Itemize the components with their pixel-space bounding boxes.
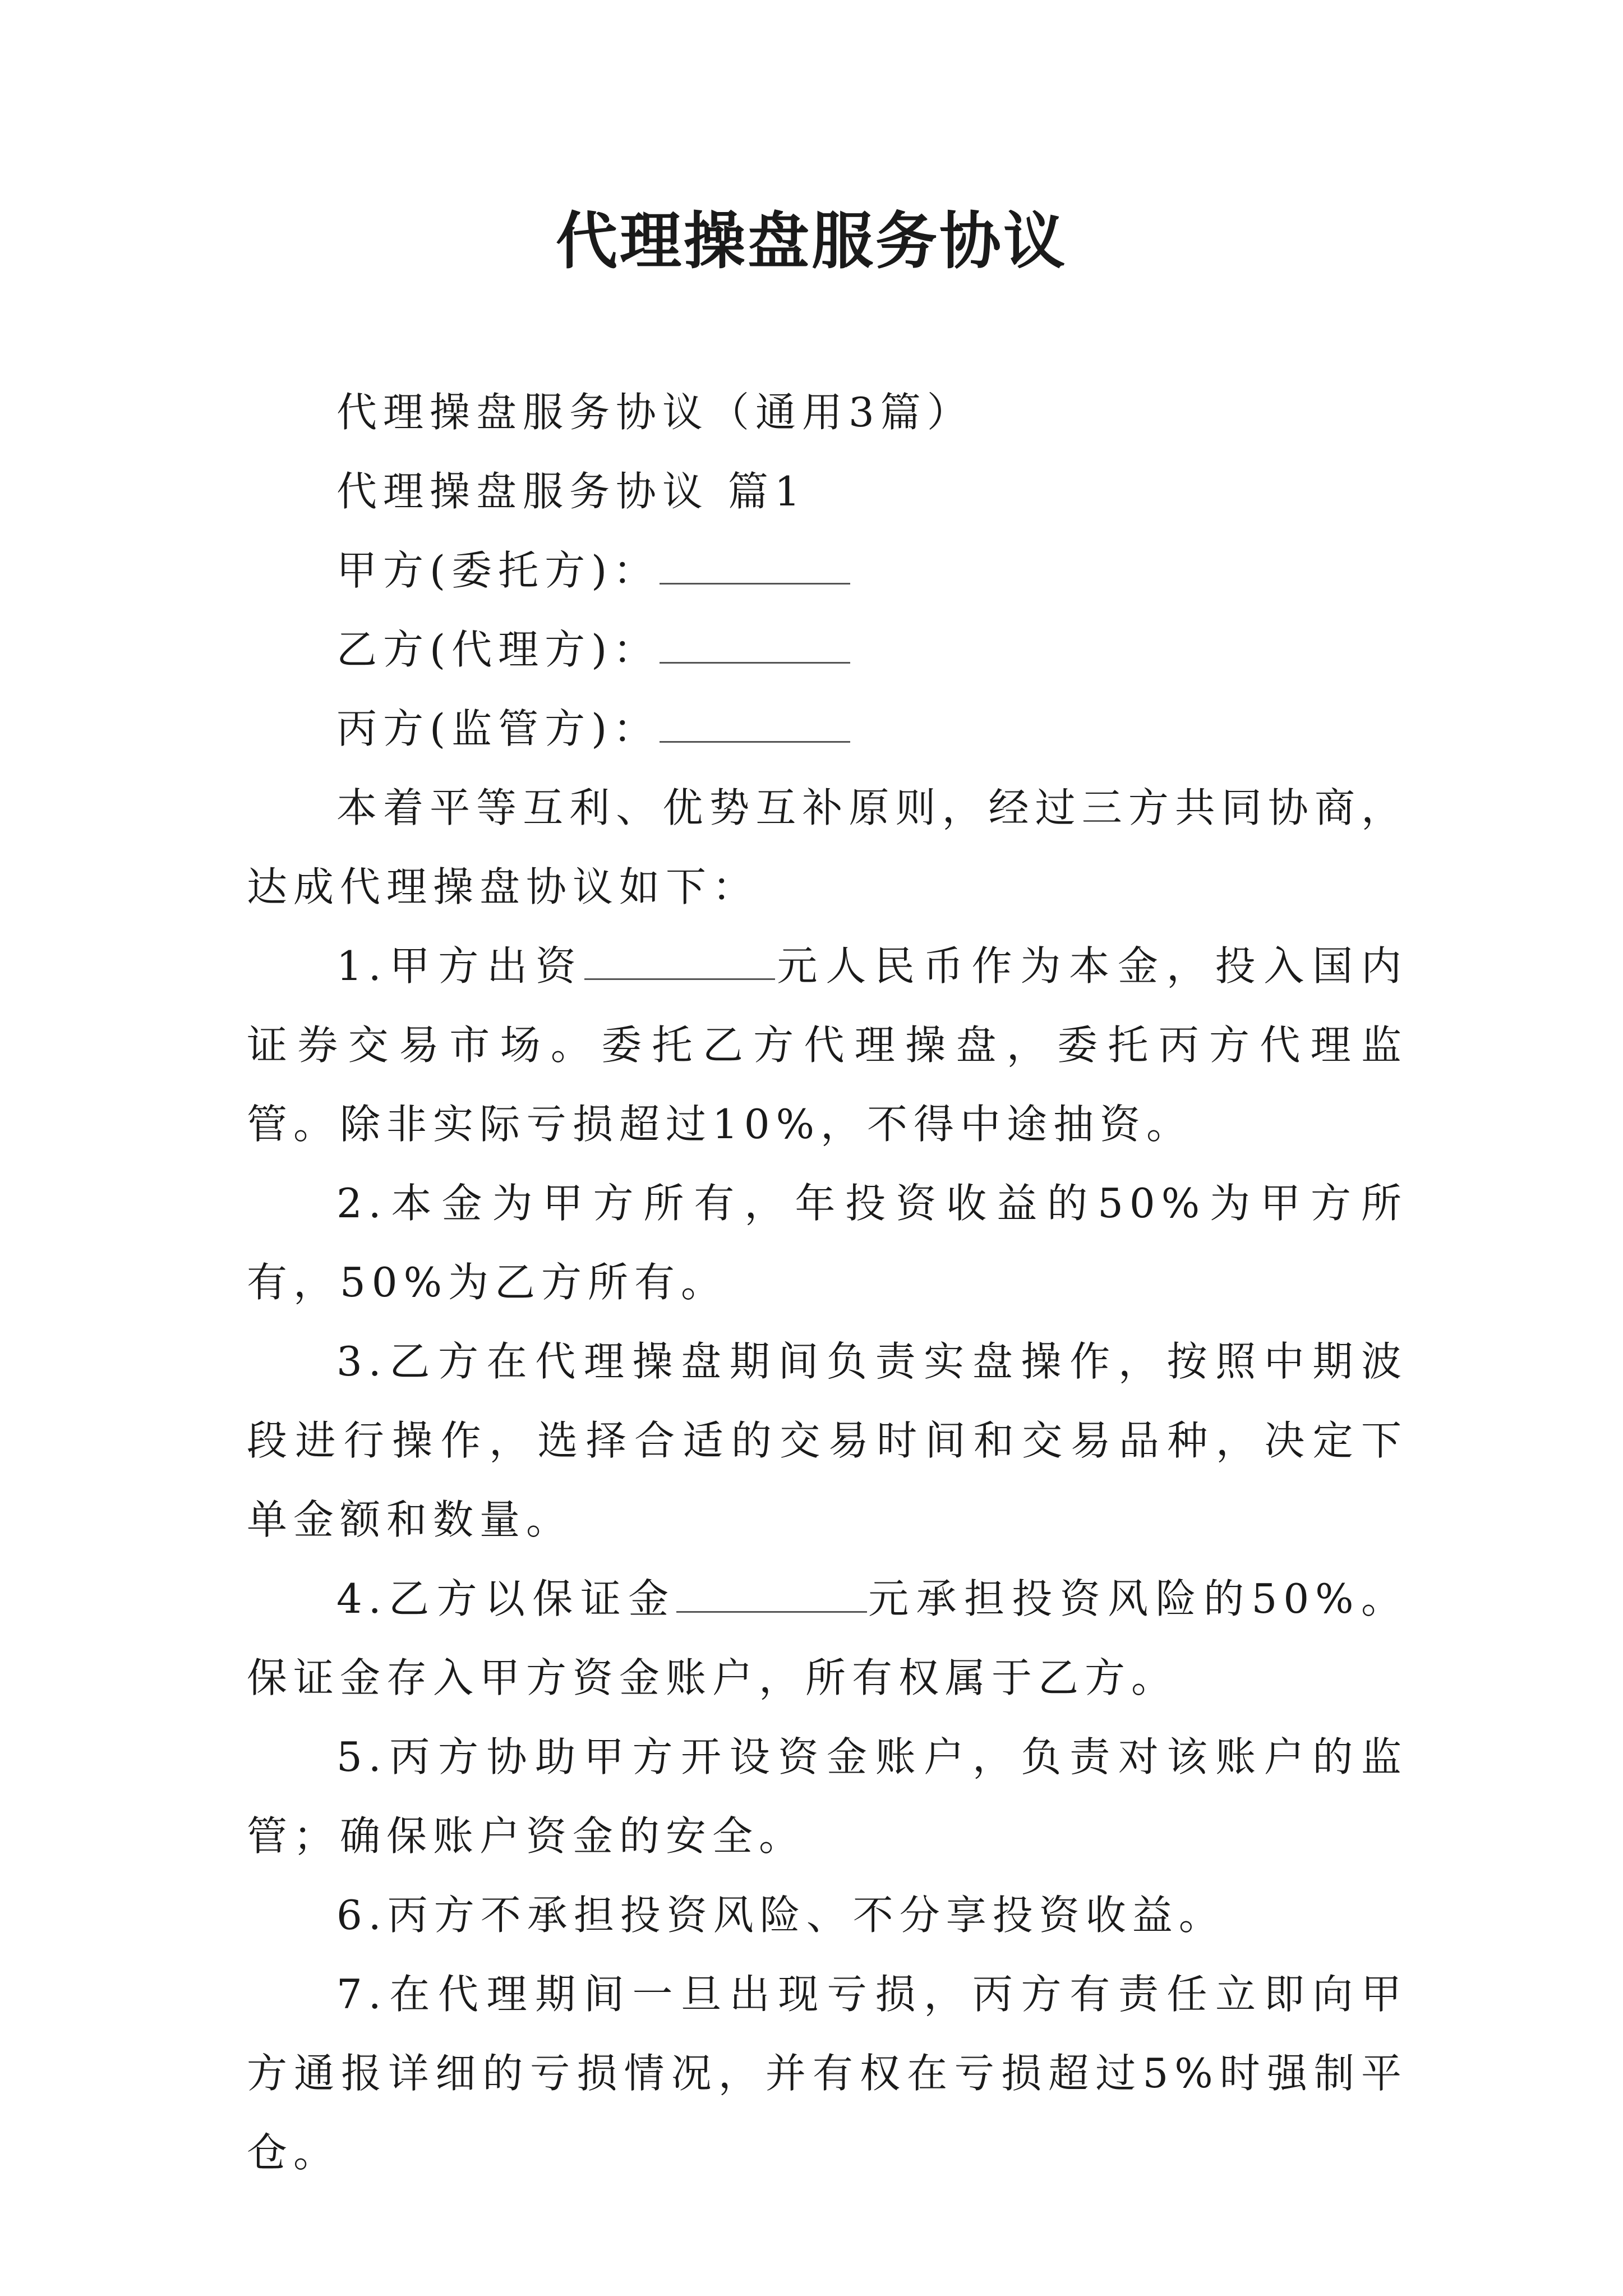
document-body xyxy=(247,373,1408,2192)
clause-6: 6.丙方不承担投资风险、不分享投资收益。 xyxy=(336,1892,1225,1939)
document-title: 代理操盘服务协议 xyxy=(556,205,1067,277)
clause-3: 3.乙方在代理操盘期间负责实盘操作，按照中期波段进行操作，选择合适的交易时间和交易品种，决定下单金额和数量。 xyxy=(247,1338,1408,1543)
clause-1 xyxy=(247,927,1408,1164)
clause-5: 5.丙方协助甲方开设资金账户，负责对该账户的监管；确保账户资金的安全。 xyxy=(247,1733,1408,1860)
party-a-blank xyxy=(660,545,850,585)
clause-1-blank xyxy=(584,940,775,980)
clause-4 xyxy=(247,1559,1408,1718)
party-a-line xyxy=(247,531,1408,610)
clause-4-blank xyxy=(676,1573,867,1613)
document-subtitle: 代理操盘服务协议（通用3篇） xyxy=(336,389,974,436)
party-c-blank xyxy=(660,703,850,743)
party-b-label: 乙方(代理方)： xyxy=(336,626,660,673)
clause-1-post: 元人民币作为本金，投入国内证券交易市场。委托乙方代理操盘，委托丙方代理监管。除非实际亏损超过10%，不得中途抽资。 xyxy=(247,942,1408,1148)
party-c-label: 丙方(监管方)： xyxy=(336,705,660,752)
clause-2: 2.本金为甲方所有，年投资收益的50%为甲方所有，50%为乙方所有。 xyxy=(247,1180,1408,1306)
clause-1-pre: 1.甲方出资 xyxy=(336,942,584,990)
clause-4-pre: 4.乙方以保证金 xyxy=(336,1575,676,1622)
section-heading: 代理操盘服务协议 篇1 xyxy=(336,468,806,515)
intro-paragraph: 本着平等互利、优势互补原则，经过三方共同协商，达成代理操盘协议如下： xyxy=(247,784,1408,910)
clause-4-post: 元承担投资风险的50%。保证金存入甲方资金账户，所有权属于乙方。 xyxy=(247,1575,1408,1701)
party-b-blank xyxy=(660,624,850,664)
clause-7: 7.在代理期间一旦出现亏损，丙方有责任立即向甲方通报详细的亏损情况，并有权在亏损超过5%时强制平仓。 xyxy=(247,1971,1408,2176)
party-c-line xyxy=(247,689,1408,769)
party-b-line xyxy=(247,610,1408,689)
party-a-label: 甲方(委托方)： xyxy=(336,547,660,594)
